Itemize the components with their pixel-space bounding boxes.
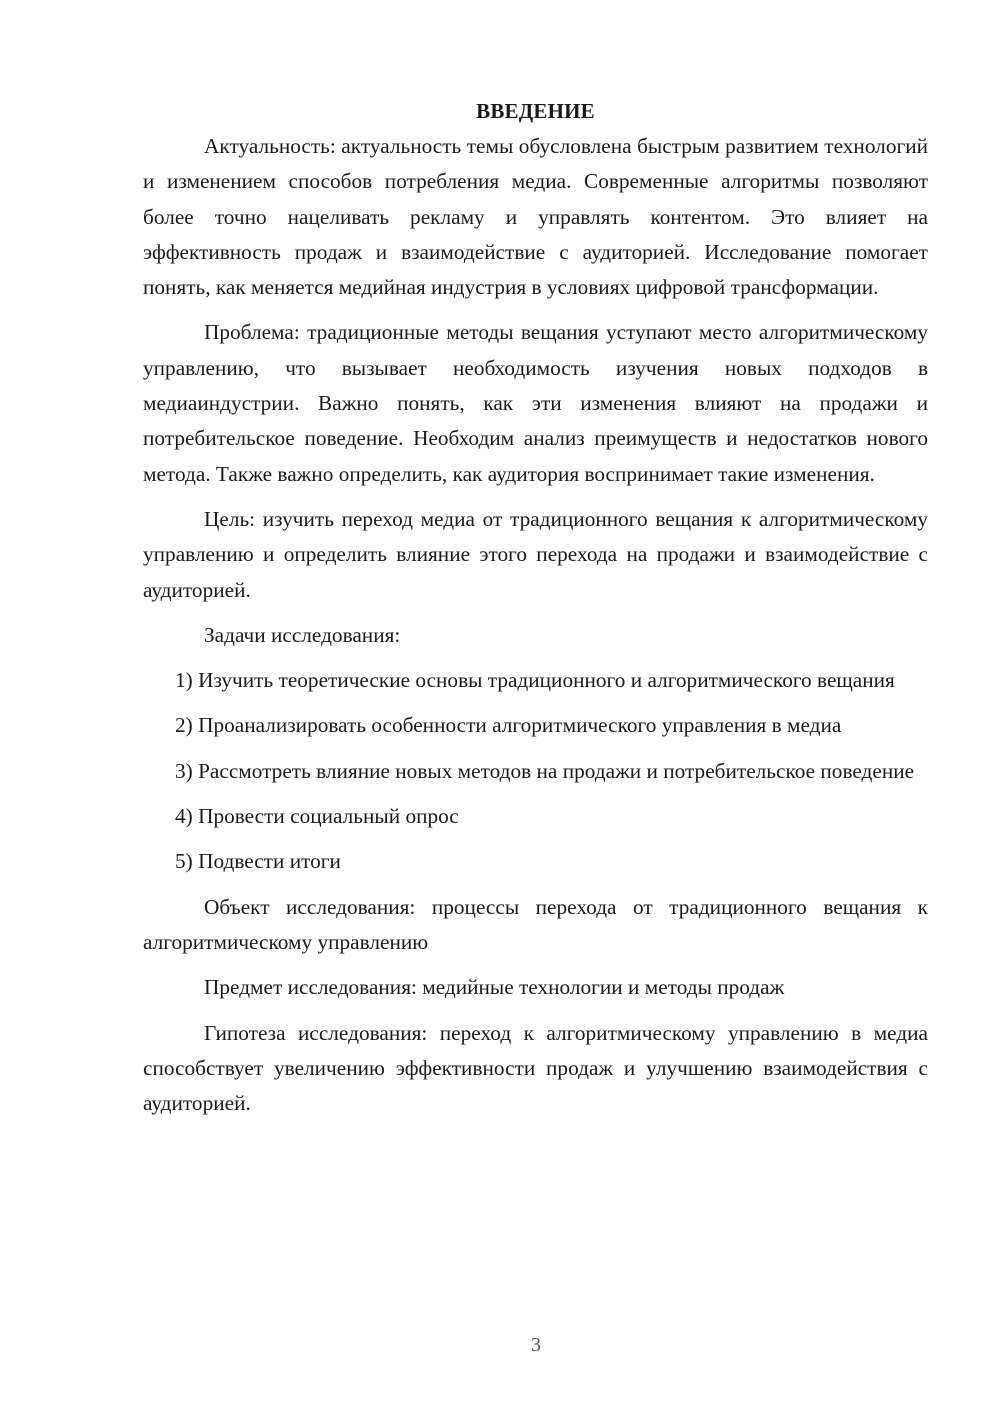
relevance-paragraph: Актуальность: актуальность темы обусловлена быстрым развитием технологий и изменением способов потребления медиа. Современные алгоритмы позволяют более точно нацеливать рекламу и управлять контентом. Это влияет на эффективность продаж и взаимодействие с аудиторией. Исследование помогает понять, как меняется медийная индустрия в условиях цифровой трансформации. (143, 134, 928, 300)
goal-paragraph: Цель: изучить переход медиа от традиционного вещания к алгоритмическому управлению и определить влияние этого перехода на продажи и взаимодействие с аудиторией. (143, 506, 928, 602)
section-title: ВВЕДЕНИЕ (476, 99, 595, 123)
document-page (143, 94, 928, 1131)
task-item-1: 1) Изучить теоретические основы традиционного и алгоритмического вещания (175, 668, 895, 693)
page-number: 3 (531, 1334, 541, 1356)
tasks-heading: Задачи исследования: (204, 622, 401, 647)
problem-paragraph: Проблема: традиционные методы вещания уступают место алгоритмическому управлению, что вызывает необходимость изучения новых подходов в медиаиндустрии. Важно понять, как эти изменения влияют на продажи и потребительское поведение. Необходим анализ преимуществ и недостатков нового метода. Также важно определить, как аудитория воспринимает такие изменения. (143, 320, 928, 486)
task-item-5: 5) Подвести итоги (175, 849, 341, 874)
task-item-3: 3) Рассмотреть влияние новых методов на продажи и потребительское поведение (175, 758, 915, 783)
task-item-2: 2) Проанализировать особенности алгоритмического управления в медиа (175, 713, 842, 738)
task-item-4: 4) Провести социальный опрос (175, 804, 459, 829)
research-subject-paragraph: Предмет исследования: медийные технологии и методы продаж (204, 975, 785, 1000)
hypothesis-paragraph: Гипотеза исследования: переход к алгоритмическому управлению в медиа способствует увеличению эффективности продаж и улучшению взаимодействия с аудиторией. (143, 1020, 928, 1116)
research-object-paragraph: Объект исследования: процессы перехода от традиционного вещания к алгоритмическому управлению (143, 894, 928, 954)
